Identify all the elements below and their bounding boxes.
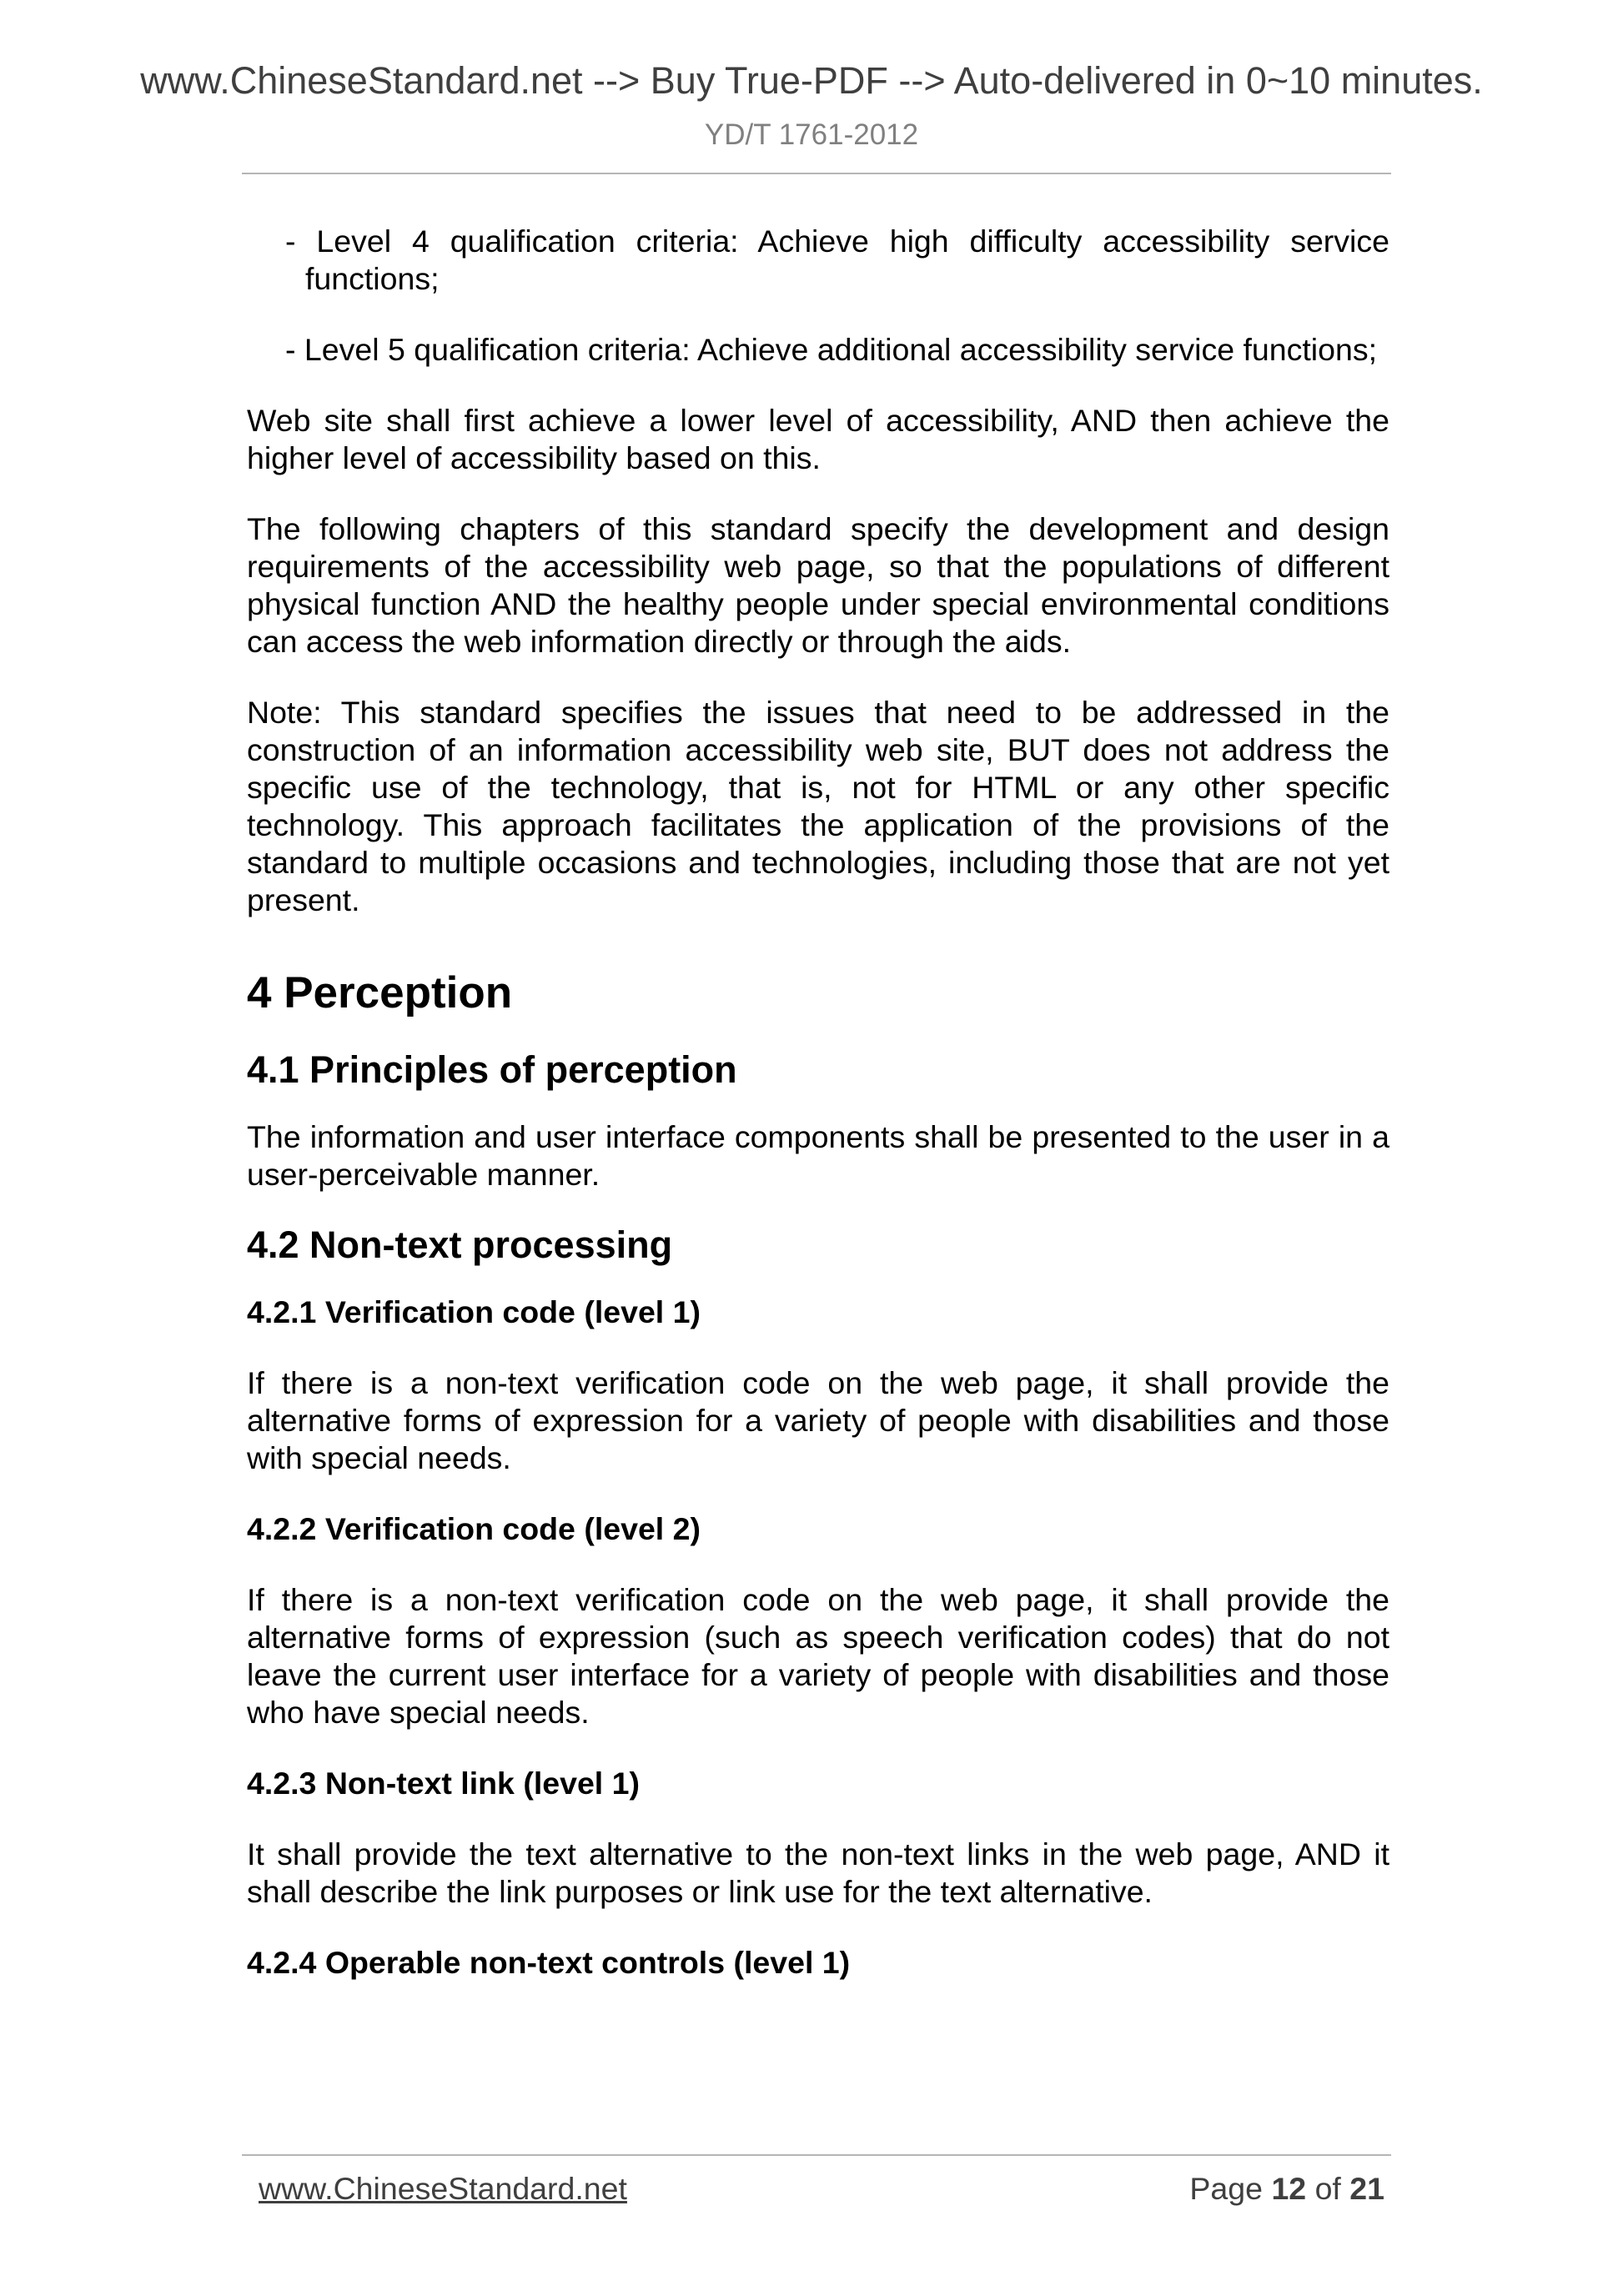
paragraph-4-2-2: If there is a non-text verification code on the web page, it shall provide the alternative forms of expression (such as speech verification codes) that do not leave the current user interface for a variety of people with disabilities and those who have special needs. [247,1582,1389,1730]
paragraph-note: Note: This standard specifies the issues that need to be addressed in the construction of an information accessibility web site, BUT does not address the specific use of the technology, that is, not for HTML or any other specific technology. This approach facilitates the application of the provisions of the standard to multiple occasions and technologies, including those that are not yet present. [247,695,1389,917]
paragraph-4-2-1: If there is a non-text verification code on the web page, it shall provide the alternative forms of expression for a variety of people with disabilities and those with special needs. [247,1365,1389,1475]
page-current: 12 [1271,2171,1307,2206]
heading-4-2-4: 4.2.4 Operable non-text controls (level 1) [247,1945,851,1980]
paragraph-lower-level: Web site shall first achieve a lower level of accessibility, AND then achieve the higher level of accessibility based on this. [247,403,1389,475]
heading-4-2-2: 4.2.2 Verification code (level 2) [247,1511,701,1546]
paragraph-4-2-3: It shall provide the text alternative to the non-text links in the web page, AND it shall describe the link purposes or link use for the text alternative. [247,1836,1389,1909]
footer-website-link[interactable]: www.ChineseStandard.net [259,2171,627,2206]
document-code: YD/T 1761-2012 [704,118,919,151]
heading-4-2-1: 4.2.1 Verification code (level 1) [247,1294,701,1329]
footer-divider [242,2154,1391,2156]
page-content [247,223,1389,2015]
header-divider [242,173,1391,174]
heading-4-perception: 4 Perception [247,968,513,1017]
list-item-level-4: - Level 4 qualification criteria: Achieve high difficulty accessibility service functions; [285,224,1389,296]
paragraph-following-chapters: The following chapters of this standard specify the development and design requirements of the accessibility web page, so that the populations of different physical function AND the healthy people under special environmental conditions can access the web information directly or through the aids. [247,511,1389,659]
list-item-level-5: - Level 5 qualification criteria: Achieve additional accessibility service functions; [285,332,1377,367]
heading-4-2-3: 4.2.3 Non-text link (level 1) [247,1766,640,1801]
page-prefix: Page [1189,2171,1264,2206]
page-total: 21 [1349,2171,1384,2206]
paragraph-4-1: The information and user interface components shall be presented to the user in a user-perceivable manner. [247,1119,1389,1192]
page-of: of [1314,2171,1341,2206]
page-number [1189,2173,1384,2205]
top-banner: www.ChineseStandard.net --> Buy True-PDF --> Auto-delivered in 0~10 minutes. [140,59,1483,102]
heading-4-1: 4.1 Principles of perception [247,1048,737,1091]
heading-4-2: 4.2 Non-text processing [247,1223,673,1266]
